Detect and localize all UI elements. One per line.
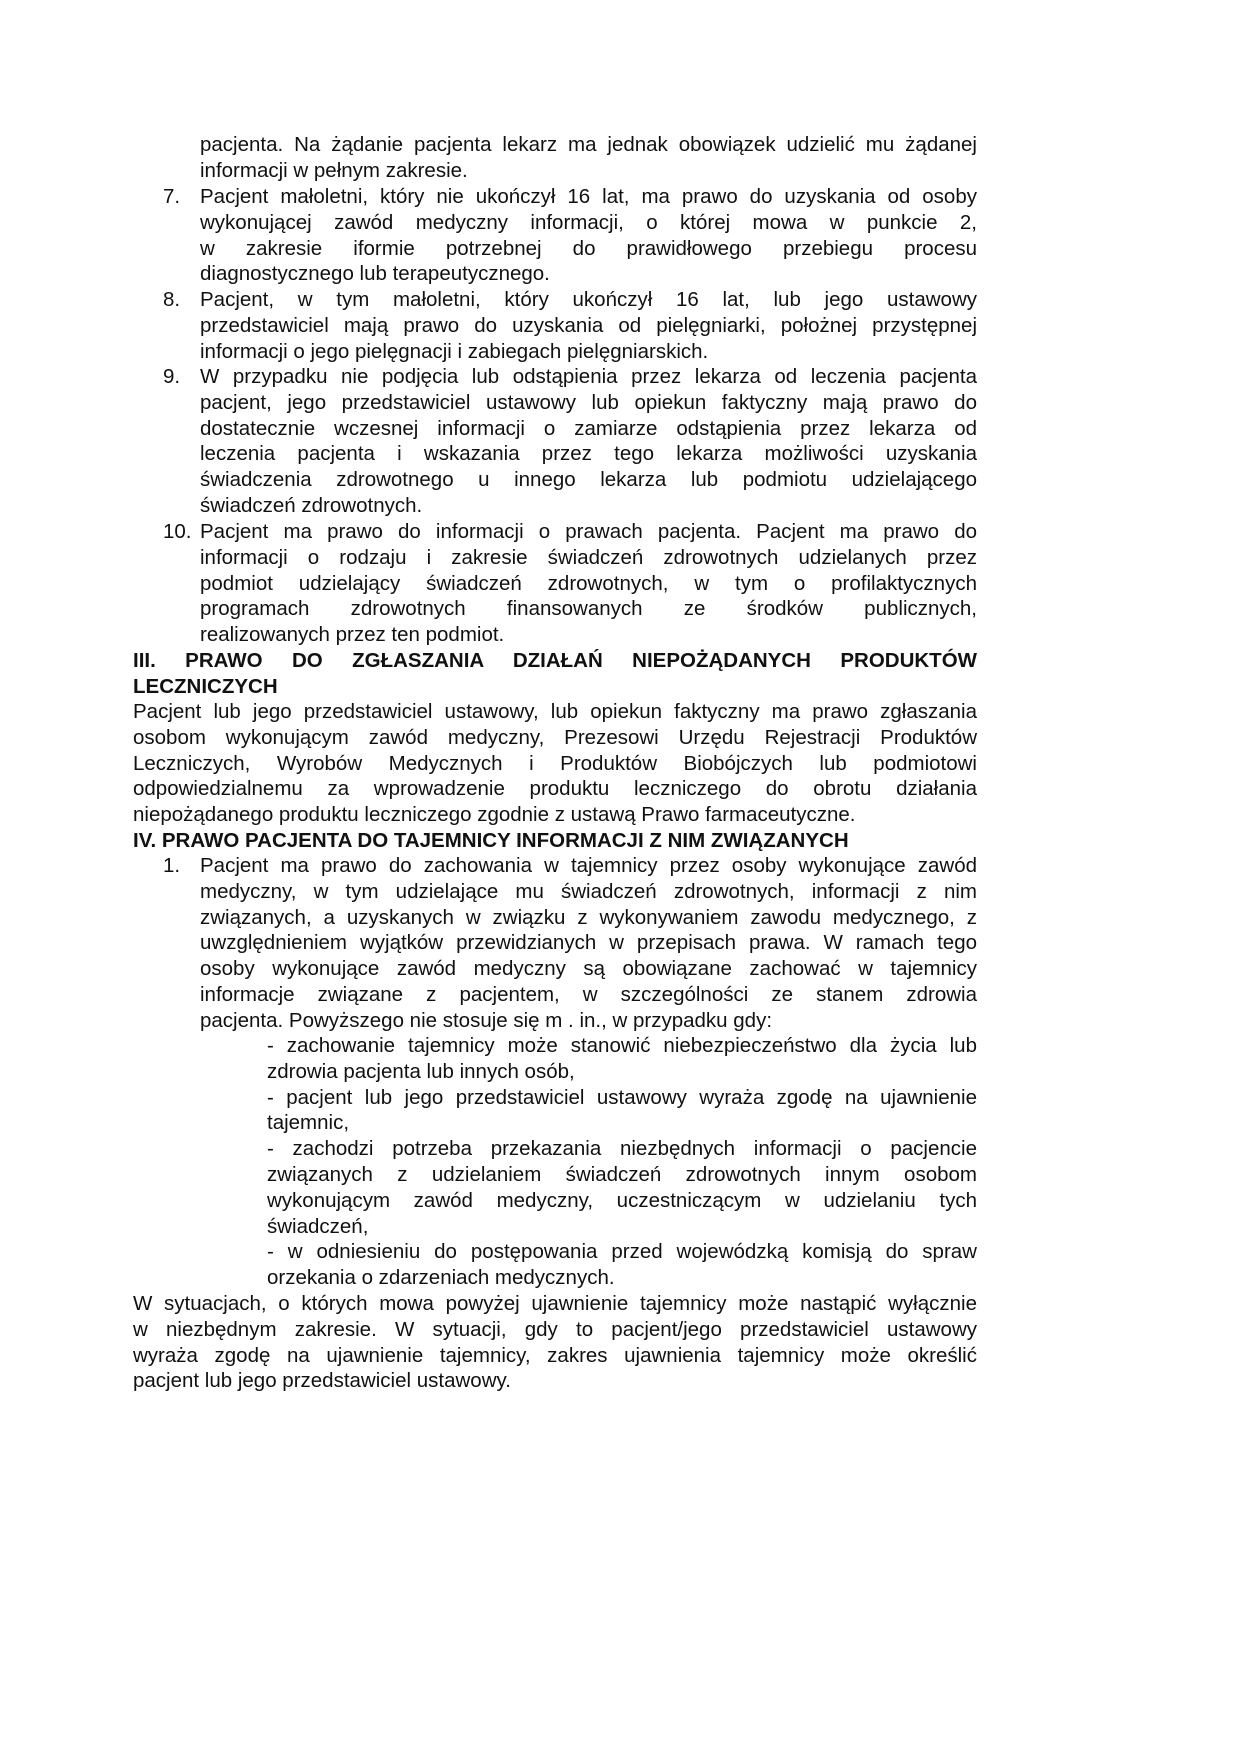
- text-line: świadczeń,: [267, 1214, 369, 1238]
- text-line: W sytuacjach, o których mowa powyżej ujawnienie tajemnicy może nastąpić wyłącznie: [133, 1292, 977, 1315]
- text-line: programach zdrowotnych finansowanych ze środków publicznych,: [200, 597, 977, 621]
- list-number: 7.: [163, 185, 181, 208]
- text-line: pacjenta. Na żądanie pacjenta lekarz ma jednak obowiązek udzielić mu żądanej: [200, 133, 977, 156]
- text-line: pacjenta. Powyższego nie stosuje się m . in., w przypadku gdy:: [200, 1008, 773, 1032]
- text-line: związanych z udzielaniem świadczeń zdrowotnych innym osobom: [267, 1162, 977, 1186]
- list-item-7: [200, 184, 977, 287]
- section-iii-paragraph: [133, 699, 977, 828]
- text-line: informacji o jego pielęgnacji i zabiegach pielęgniarskich.: [200, 339, 709, 363]
- text-line: Pacjent małoletni, który nie ukończył 16 lat, ma prawo do uzyskania od osoby: [200, 185, 977, 208]
- section-iv-heading: [133, 828, 977, 854]
- exception-list: [267, 1033, 977, 1291]
- heading-line: III. PRAWO DO ZGŁASZANIA DZIAŁAŃ NIEPOŻĄDANYCH PRODUKTÓW: [133, 649, 977, 672]
- text-line: świadczeń zdrowotnych.: [200, 493, 423, 517]
- item-6-continuation: [200, 132, 977, 184]
- text-line: odpowiedzialnemu za wprowadzenie produktu leczniczego do obrotu działania: [133, 777, 977, 801]
- list-item-10: [200, 519, 977, 648]
- text-line: podmiot udzielający świadczeń zdrowotnych, w tym o profilaktycznych: [200, 571, 977, 595]
- section-iv-item-1: [200, 853, 977, 1034]
- text-line: wyraża zgodę na ujawnienie tajemnicy, zakres ujawnienia tajemnicy może określić: [133, 1343, 977, 1367]
- text-line: Pacjent, w tym małoletni, który ukończył 16 lat, lub jego ustawowy: [200, 288, 977, 311]
- text-line: osobom wykonującym zawód medyczny, Prezesowi Urzędu Rejestracji Produktów: [133, 725, 977, 749]
- text-line: W przypadku nie podjęcia lub odstąpienia przez lekarza od leczenia pacjenta: [200, 365, 977, 388]
- text-line: w zakresie iformie potrzebnej do prawidłowego przebiegu procesu: [200, 236, 977, 260]
- text-line: realizowanych przez ten podmiot.: [200, 623, 505, 647]
- text-line: - pacjent lub jego przedstawiciel ustawowy wyraża zgodę na ujawnienie: [267, 1085, 977, 1109]
- text-line: - w odniesieniu do postępowania przed wojewódzką komisją do spraw: [267, 1240, 977, 1264]
- text-line: osoby wykonujące zawód medyczny są obowiązane zachować w tajemnicy: [200, 957, 977, 981]
- list-item-8: [200, 287, 977, 364]
- text-line: związanych, a uzyskanych w związku z wykonywaniem zawodu medycznego, z: [200, 905, 977, 929]
- text-line: niepożądanego produktu leczniczego zgodnie z ustawą Prawo farmaceutyczne.: [133, 803, 856, 827]
- text-line: uwzględnieniem wyjątków przewidzianych w przepisach prawa. W ramach tego: [200, 931, 977, 955]
- text-line: - zachodzi potrzeba przekazania niezbędnych informacji o pacjencie: [267, 1137, 977, 1161]
- text-line: przedstawiciel mają prawo do uzyskania od pielęgniarki, położnej przystępnej: [200, 313, 977, 337]
- text-line: informacji o rodzaju i zakresie świadczeń zdrowotnych udzielanych przez: [200, 545, 977, 569]
- text-line: wykonującym zawód medyczny, uczestniczącym w udzielaniu tych: [267, 1188, 977, 1212]
- text-line: - zachowanie tajemnicy może stanowić niebezpieczeństwo dla życia lub: [267, 1034, 977, 1057]
- text-line: w niezbędnym zakresie. W sytuacji, gdy to pacjent/jego przedstawiciel ustawowy: [133, 1317, 977, 1341]
- text-line: tajemnic,: [267, 1111, 350, 1135]
- text-line: informacje związane z pacjentem, w szczególności ze stanem zdrowia: [200, 982, 977, 1006]
- closing-paragraph: [133, 1291, 977, 1394]
- text-line: orzekania o zdarzeniach medycznych.: [267, 1266, 615, 1290]
- list-number: 9.: [163, 365, 181, 388]
- list-number: 10.: [163, 520, 192, 543]
- list-number: 1.: [163, 854, 181, 877]
- text-line: pacjent lub jego przedstawiciel ustawowy.: [133, 1369, 511, 1393]
- text-line: świadczenia zdrowotnego u innego lekarza lub podmiotu udzielającego: [200, 468, 977, 492]
- text-line: pacjent, jego przedstawiciel ustawowy lub opiekun faktyczny mają prawo do: [200, 390, 977, 414]
- text-line: medyczny, w tym udzielające mu świadczeń zdrowotnych, informacji z nim: [200, 879, 977, 903]
- text-line: diagnostycznego lub terapeutycznego.: [200, 262, 550, 286]
- list-item-9: [200, 364, 977, 519]
- heading-line: LECZNICZYCH: [133, 674, 278, 698]
- heading-line: IV. PRAWO PACJENTA DO TAJEMNICY INFORMACJI Z NIM ZWIĄZANYCH: [133, 829, 849, 852]
- text-line: Pacjent lub jego przedstawiciel ustawowy, lub opiekun faktyczny ma prawo zgłaszania: [133, 700, 977, 723]
- section-iii-heading: [133, 648, 977, 700]
- text-line: Leczniczych, Wyrobów Medycznych i Produktów Biobójczych lub podmiotowi: [133, 751, 977, 775]
- text-line: leczenia pacjenta i wskazania przez tego lekarza możliwości uzyskania: [200, 442, 977, 466]
- text-line: dostatecznie wczesnej informacji o zamiarze odstąpienia przez lekarza od: [200, 416, 977, 440]
- list-number: 8.: [163, 288, 181, 311]
- text-line: Pacjent ma prawo do zachowania w tajemnicy przez osoby wykonujące zawód: [200, 854, 977, 877]
- text-line: wykonującej zawód medyczny informacji, o której mowa w punkcie 2,: [200, 210, 977, 234]
- text-line: zdrowia pacjenta lub innych osób,: [267, 1059, 575, 1083]
- text-line: Pacjent ma prawo do informacji o prawach pacjenta. Pacjent ma prawo do: [200, 520, 977, 543]
- text-line: informacji w pełnym zakresie.: [200, 158, 468, 182]
